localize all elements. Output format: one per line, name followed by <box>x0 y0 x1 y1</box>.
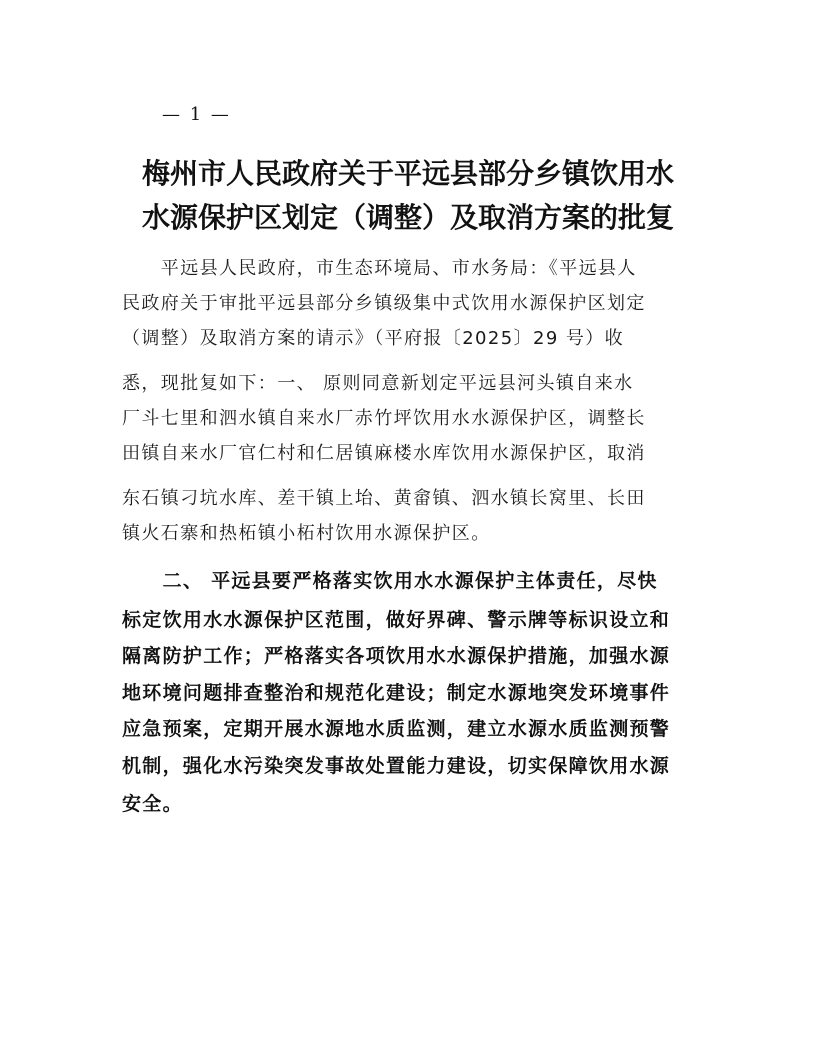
paragraph-1-line: 平远县人民政府，市生态环境局、市水务局：《平远县人 <box>122 258 637 279</box>
paragraph-1-line: 民政府关于审批平远县部分乡镇级集中式饮用水源保护区划定 <box>122 293 646 314</box>
paragraph-2-line: 隔离防护工作；严格落实各项饮用水水源保护措施，加强水源 <box>122 645 671 667</box>
document-title-line-1: 梅州市人民政府关于平远县部分乡镇饮用水 <box>141 157 674 190</box>
paragraph-1-line: 厂斗七里和泗水镇自来水厂赤竹坪饮用水水源保护区，调整长 <box>122 408 646 429</box>
paragraph-1-line: 悉，现批复如下：一、 原则同意新划定平远县河头镇自来水 <box>122 373 634 394</box>
paragraph-2-line: 二、 平远县要严格落实饮用水水源保护主体责任，尽快 <box>122 570 658 592</box>
paragraph-2-line: 机制，强化水污染突发事故处置能力建设，切实保障饮用水源 <box>122 755 671 777</box>
paragraph-1-line: 东石镇刁坑水库、差干镇上坮、黄畲镇、泗水镇长窝里、长田 <box>122 488 646 509</box>
document-title-line-2: 水源保护区划定（调整）及取消方案的批复 <box>141 201 674 234</box>
paragraph-2-line: 地环境问题排查整治和规范化建设；制定水源地突发环境事件 <box>122 682 671 704</box>
paragraph-1-line: 镇火石寨和热柘镇小柘村饮用水源保护区。 <box>122 523 491 544</box>
paragraph-1-line: （调整）及取消方案的请示》（平府报〔2025〕29 号）收 <box>122 328 625 349</box>
paragraph-2-line: 应急预案，定期开展水源地水质监测，建立水源水质监测预警 <box>122 718 671 740</box>
paragraph-2-line: 标定饮用水水源保护区范围，做好界碑、警示牌等标识设立和 <box>122 609 671 631</box>
paragraph-1-line: 田镇自来水厂官仁村和仁居镇麻楼水库饮用水源保护区，取消 <box>122 443 646 464</box>
page-number: — 1 — <box>162 104 231 125</box>
paragraph-2-line: 安全。 <box>122 793 183 815</box>
